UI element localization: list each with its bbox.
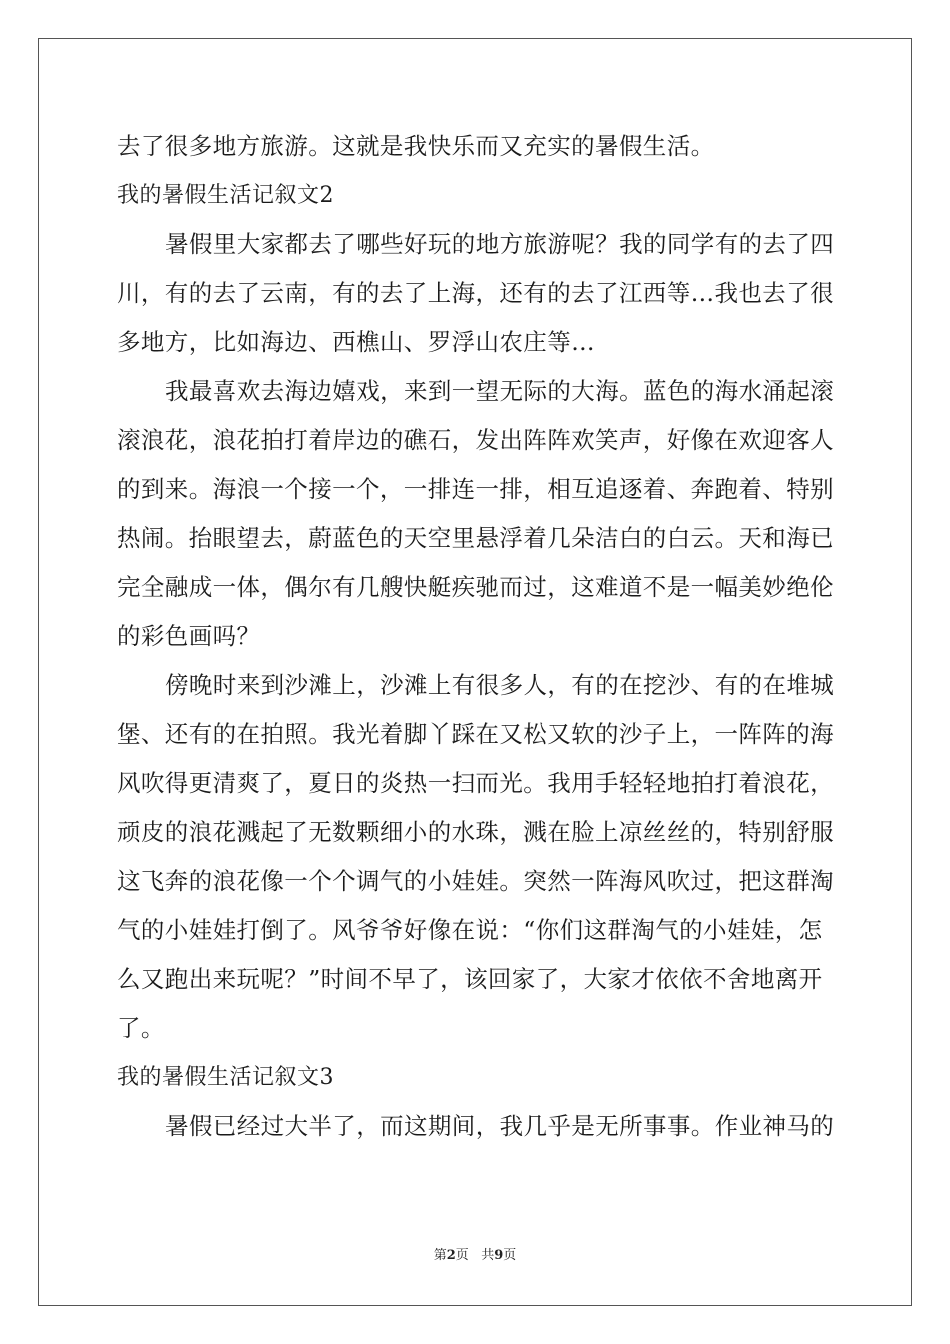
total-suffix: 页 [503,1248,517,1263]
text-line: 了。 [117,1014,165,1042]
paragraph-start: 暑假里大家都去了哪些好玩的地方旅游呢？我的同学有的去了四 [165,230,835,258]
paragraph-start: 我最喜欢去海边嬉戏，来到一望无际的大海。蓝色的海水涌起滚 [165,377,835,405]
text-line: 风吹得更清爽了，夏日的炎热一扫而光。我用手轻轻地拍打着浪花， [117,769,834,797]
text-line: 堡、还有的在拍照。我光着脚丫踩在又松又软的沙子上，一阵阵的海 [117,720,834,748]
text-line: 滚浪花，浪花拍打着岸边的礁石，发出阵阵欢笑声，好像在欢迎客人 [117,426,834,454]
total-pages: 9 [494,1248,504,1263]
paragraph-start: 傍晚时来到沙滩上，沙滩上有很多人，有的在挖沙、有的在堆城 [165,671,835,699]
page-prefix: 第 [433,1248,447,1263]
page-number: 2 [446,1248,456,1263]
paragraph-start: 暑假已经过大半了，而这期间，我几乎是无所事事。作业神马的 [165,1112,835,1140]
text-line: 完全融成一体，偶尔有几艘快艇疾驰而过，这难道不是一幅美妙绝伦 [117,573,834,601]
text-line: 顽皮的浪花溅起了无数颗细小的水珠，溅在脸上凉丝丝的，特别舒服 [117,818,834,846]
text-line: 多地方，比如海边、西樵山、罗浮山农庄等… [117,328,595,356]
section-heading-2: 我的暑假生活记叙文2 [117,183,334,208]
text-line-1: 去了很多地方旅游。这就是我快乐而又充实的暑假生活。 [117,132,715,160]
text-line: 气的小娃娃打倒了。风爷爷好像在说：“你们这群淘气的小娃娃，怎 [117,916,823,944]
document-body [117,122,837,1151]
text-line: 的到来。海浪一个接一个，一排连一排，相互追逐着、奔跑着、特别 [117,475,834,503]
text-line: 川，有的去了云南，有的去了上海，还有的去了江西等…我也去了很 [117,279,834,307]
page-suffix: 页 [455,1248,469,1263]
text-line: 热闹。抬眼望去，蔚蓝色的天空里悬浮着几朵洁白的白云。天和海已 [117,524,834,552]
text-line: 的彩色画吗？ [117,622,261,650]
page-footer [0,1244,950,1263]
text-line: 么又跑出来玩呢？”时间不早了，该回家了，大家才依依不舍地离开 [117,965,823,993]
text-line: 这飞奔的浪花像一个个调气的小娃娃。突然一阵海风吹过，把这群淘 [117,867,834,895]
section-heading-3: 我的暑假生活记叙文3 [117,1065,334,1090]
total-prefix: 共 [481,1248,495,1263]
